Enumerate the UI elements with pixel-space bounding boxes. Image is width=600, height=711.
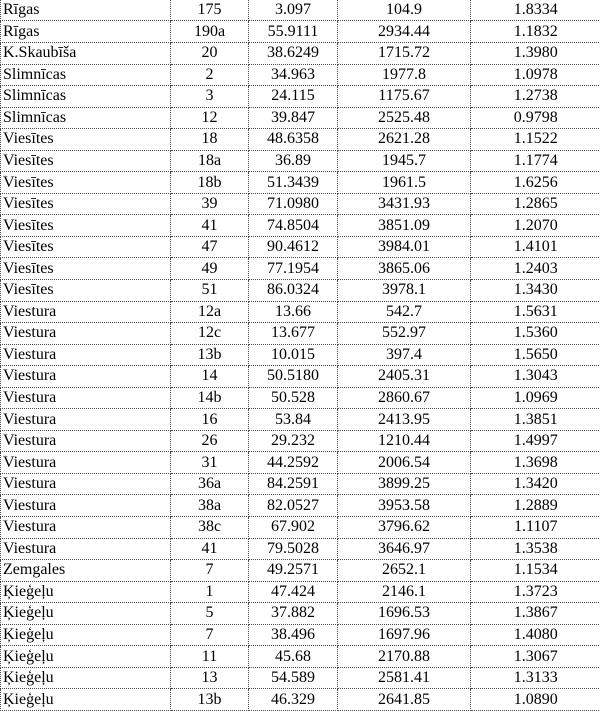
cell-value-1: 71.0980 bbox=[249, 193, 338, 215]
cell-street-name: Viesītes bbox=[1, 258, 171, 280]
cell-house-number: 13b bbox=[171, 344, 249, 366]
cell-value-3: 1.0969 bbox=[471, 387, 600, 409]
cell-value-3: 1.0890 bbox=[471, 689, 600, 711]
cell-value-1: 84.2591 bbox=[249, 473, 338, 495]
cell-value-2: 1210.44 bbox=[338, 430, 471, 452]
cell-house-number: 11 bbox=[171, 646, 249, 668]
table-row bbox=[1, 150, 600, 172]
cell-house-number: 47 bbox=[171, 236, 249, 258]
cell-house-number: 18b bbox=[171, 172, 249, 194]
table-row bbox=[1, 495, 600, 517]
cell-value-3: 1.6256 bbox=[471, 172, 600, 194]
cell-house-number: 49 bbox=[171, 258, 249, 280]
cell-value-3: 1.3538 bbox=[471, 538, 600, 560]
table-row bbox=[1, 64, 600, 86]
cell-value-2: 1696.53 bbox=[338, 603, 471, 625]
cell-value-1: 82.0527 bbox=[249, 495, 338, 517]
cell-street-name: Viestura bbox=[1, 301, 171, 323]
cell-street-name: Viesītes bbox=[1, 279, 171, 301]
cell-value-2: 2525.48 bbox=[338, 107, 471, 129]
cell-value-1: 36.89 bbox=[249, 150, 338, 172]
table-body bbox=[1, 0, 600, 711]
cell-value-2: 542.7 bbox=[338, 301, 471, 323]
cell-value-2: 3796.62 bbox=[338, 516, 471, 538]
cell-value-3: 1.2738 bbox=[471, 86, 600, 108]
cell-house-number: 41 bbox=[171, 215, 249, 237]
cell-street-name: Viestura bbox=[1, 452, 171, 474]
cell-house-number: 38a bbox=[171, 495, 249, 517]
cell-value-1: 3.097 bbox=[249, 0, 338, 21]
cell-value-3: 1.3723 bbox=[471, 581, 600, 603]
cell-house-number: 36a bbox=[171, 473, 249, 495]
cell-value-1: 29.232 bbox=[249, 430, 338, 452]
cell-street-name: Viestura bbox=[1, 473, 171, 495]
cell-house-number: 7 bbox=[171, 560, 249, 582]
cell-value-1: 74.8504 bbox=[249, 215, 338, 237]
cell-house-number: 20 bbox=[171, 42, 249, 64]
table-row bbox=[1, 473, 600, 495]
table-row bbox=[1, 560, 600, 582]
table-row bbox=[1, 193, 600, 215]
cell-house-number: 7 bbox=[171, 624, 249, 646]
cell-value-2: 2641.85 bbox=[338, 689, 471, 711]
cell-value-2: 552.97 bbox=[338, 323, 471, 345]
table-row bbox=[1, 387, 600, 409]
table-row bbox=[1, 624, 600, 646]
cell-value-3: 1.3867 bbox=[471, 603, 600, 625]
cell-street-name: Rīgas bbox=[1, 21, 171, 43]
cell-value-3: 1.2865 bbox=[471, 193, 600, 215]
cell-house-number: 26 bbox=[171, 430, 249, 452]
cell-value-2: 1977.8 bbox=[338, 64, 471, 86]
cell-value-3: 1.2889 bbox=[471, 495, 600, 517]
cell-house-number: 51 bbox=[171, 279, 249, 301]
cell-value-1: 53.84 bbox=[249, 409, 338, 431]
cell-house-number: 3 bbox=[171, 86, 249, 108]
cell-street-name: Viestura bbox=[1, 387, 171, 409]
table-row bbox=[1, 409, 600, 431]
cell-house-number: 1 bbox=[171, 581, 249, 603]
cell-value-1: 47.424 bbox=[249, 581, 338, 603]
cell-value-3: 1.4997 bbox=[471, 430, 600, 452]
cell-value-2: 2006.54 bbox=[338, 452, 471, 474]
cell-value-2: 1697.96 bbox=[338, 624, 471, 646]
cell-street-name: K.Skaubīša bbox=[1, 42, 171, 64]
cell-house-number: 18 bbox=[171, 129, 249, 151]
cell-house-number: 18a bbox=[171, 150, 249, 172]
cell-street-name: Ķieģeļu bbox=[1, 667, 171, 689]
table-row bbox=[1, 258, 600, 280]
table-row bbox=[1, 452, 600, 474]
cell-value-2: 2581.41 bbox=[338, 667, 471, 689]
table-row bbox=[1, 42, 600, 64]
table-row bbox=[1, 236, 600, 258]
cell-value-3: 1.3430 bbox=[471, 279, 600, 301]
cell-value-1: 79.5028 bbox=[249, 538, 338, 560]
table-row bbox=[1, 603, 600, 625]
cell-value-1: 37.882 bbox=[249, 603, 338, 625]
cell-value-1: 55.9111 bbox=[249, 21, 338, 43]
cell-value-3: 1.5360 bbox=[471, 323, 600, 345]
cell-value-3: 1.3043 bbox=[471, 366, 600, 388]
cell-value-2: 1961.5 bbox=[338, 172, 471, 194]
cell-value-3: 1.1774 bbox=[471, 150, 600, 172]
cell-house-number: 13b bbox=[171, 689, 249, 711]
cell-value-1: 49.2571 bbox=[249, 560, 338, 582]
table-row bbox=[1, 21, 600, 43]
cell-house-number: 175 bbox=[171, 0, 249, 21]
table-row bbox=[1, 323, 600, 345]
table-row bbox=[1, 366, 600, 388]
cell-value-2: 104.9 bbox=[338, 0, 471, 21]
cell-value-2: 397.4 bbox=[338, 344, 471, 366]
cell-value-1: 51.3439 bbox=[249, 172, 338, 194]
cell-house-number: 12c bbox=[171, 323, 249, 345]
cell-value-2: 2621.28 bbox=[338, 129, 471, 151]
cell-value-1: 90.4612 bbox=[249, 236, 338, 258]
cell-street-name: Viesītes bbox=[1, 215, 171, 237]
cell-value-2: 2405.31 bbox=[338, 366, 471, 388]
cell-value-2: 2652.1 bbox=[338, 560, 471, 582]
cell-street-name: Viestura bbox=[1, 516, 171, 538]
cell-value-1: 50.5180 bbox=[249, 366, 338, 388]
table-row bbox=[1, 430, 600, 452]
cell-value-3: 1.3851 bbox=[471, 409, 600, 431]
cell-house-number: 14 bbox=[171, 366, 249, 388]
cell-value-2: 1175.67 bbox=[338, 86, 471, 108]
cell-street-name: Viestura bbox=[1, 409, 171, 431]
cell-street-name: Ķieģeļu bbox=[1, 689, 171, 711]
cell-street-name: Viestura bbox=[1, 430, 171, 452]
table-row bbox=[1, 107, 600, 129]
cell-value-3: 1.2070 bbox=[471, 215, 600, 237]
cell-street-name: Viesītes bbox=[1, 172, 171, 194]
cell-value-3: 1.1832 bbox=[471, 21, 600, 43]
cell-street-name: Viestura bbox=[1, 323, 171, 345]
cell-value-1: 10.015 bbox=[249, 344, 338, 366]
cell-value-3: 1.5631 bbox=[471, 301, 600, 323]
cell-value-3: 1.3420 bbox=[471, 473, 600, 495]
cell-street-name: Rīgas bbox=[1, 0, 171, 21]
cell-value-3: 1.8334 bbox=[471, 0, 600, 21]
cell-value-3: 1.2403 bbox=[471, 258, 600, 280]
cell-value-3: 1.5650 bbox=[471, 344, 600, 366]
cell-street-name: Viestura bbox=[1, 495, 171, 517]
cell-value-2: 1715.72 bbox=[338, 42, 471, 64]
cell-value-2: 3953.58 bbox=[338, 495, 471, 517]
cell-value-1: 67.902 bbox=[249, 516, 338, 538]
cell-value-1: 38.6249 bbox=[249, 42, 338, 64]
cell-street-name: Slimnīcas bbox=[1, 86, 171, 108]
table-row bbox=[1, 0, 600, 21]
cell-house-number: 12 bbox=[171, 107, 249, 129]
table-row bbox=[1, 172, 600, 194]
cell-house-number: 39 bbox=[171, 193, 249, 215]
cell-street-name: Slimnīcas bbox=[1, 64, 171, 86]
cell-value-1: 13.66 bbox=[249, 301, 338, 323]
table-row bbox=[1, 86, 600, 108]
cell-value-3: 1.4080 bbox=[471, 624, 600, 646]
cell-value-1: 39.847 bbox=[249, 107, 338, 129]
cell-house-number: 38c bbox=[171, 516, 249, 538]
cell-house-number: 16 bbox=[171, 409, 249, 431]
cell-street-name: Viesītes bbox=[1, 129, 171, 151]
cell-value-3: 1.0978 bbox=[471, 64, 600, 86]
cell-house-number: 31 bbox=[171, 452, 249, 474]
cell-value-3: 1.3980 bbox=[471, 42, 600, 64]
cell-value-2: 3851.09 bbox=[338, 215, 471, 237]
table-row bbox=[1, 516, 600, 538]
cell-value-3: 1.1107 bbox=[471, 516, 600, 538]
table-row bbox=[1, 581, 600, 603]
cell-street-name: Viesītes bbox=[1, 193, 171, 215]
cell-value-3: 1.3133 bbox=[471, 667, 600, 689]
cell-value-2: 2146.1 bbox=[338, 581, 471, 603]
cell-value-2: 3431.93 bbox=[338, 193, 471, 215]
cell-street-name: Zemgales bbox=[1, 560, 171, 582]
cell-value-1: 38.496 bbox=[249, 624, 338, 646]
cell-house-number: 12a bbox=[171, 301, 249, 323]
cell-value-1: 13.677 bbox=[249, 323, 338, 345]
cell-house-number: 14b bbox=[171, 387, 249, 409]
cell-street-name: Slimnīcas bbox=[1, 107, 171, 129]
cell-house-number: 13 bbox=[171, 667, 249, 689]
table-row bbox=[1, 344, 600, 366]
cell-value-1: 50.528 bbox=[249, 387, 338, 409]
cell-street-name: Viestura bbox=[1, 344, 171, 366]
cell-value-3: 1.3067 bbox=[471, 646, 600, 668]
cell-value-3: 1.1522 bbox=[471, 129, 600, 151]
cell-value-1: 44.2592 bbox=[249, 452, 338, 474]
table-row bbox=[1, 538, 600, 560]
cell-house-number: 41 bbox=[171, 538, 249, 560]
cell-value-2: 3899.25 bbox=[338, 473, 471, 495]
cell-value-1: 48.6358 bbox=[249, 129, 338, 151]
cell-value-1: 34.963 bbox=[249, 64, 338, 86]
cell-value-2: 3865.06 bbox=[338, 258, 471, 280]
cell-value-2: 2170.88 bbox=[338, 646, 471, 668]
table-row bbox=[1, 646, 600, 668]
cell-value-1: 46.329 bbox=[249, 689, 338, 711]
table-row bbox=[1, 667, 600, 689]
cell-house-number: 190a bbox=[171, 21, 249, 43]
cell-value-1: 86.0324 bbox=[249, 279, 338, 301]
table-row bbox=[1, 279, 600, 301]
cell-value-1: 45.68 bbox=[249, 646, 338, 668]
cell-street-name: Ķieģeļu bbox=[1, 624, 171, 646]
cell-street-name: Viestura bbox=[1, 366, 171, 388]
table-row bbox=[1, 689, 600, 711]
cell-street-name: Ķieģeļu bbox=[1, 603, 171, 625]
cell-street-name: Ķieģeļu bbox=[1, 581, 171, 603]
cell-value-2: 3984.01 bbox=[338, 236, 471, 258]
table-row bbox=[1, 301, 600, 323]
cell-value-2: 2934.44 bbox=[338, 21, 471, 43]
cell-value-2: 1945.7 bbox=[338, 150, 471, 172]
cell-value-2: 2413.95 bbox=[338, 409, 471, 431]
cell-house-number: 2 bbox=[171, 64, 249, 86]
cell-value-2: 3978.1 bbox=[338, 279, 471, 301]
cell-street-name: Ķieģeļu bbox=[1, 646, 171, 668]
cell-value-3: 0.9798 bbox=[471, 107, 600, 129]
cell-street-name: Viestura bbox=[1, 538, 171, 560]
cell-street-name: Viesītes bbox=[1, 150, 171, 172]
cell-value-2: 3646.97 bbox=[338, 538, 471, 560]
cell-value-3: 1.3698 bbox=[471, 452, 600, 474]
cell-house-number: 5 bbox=[171, 603, 249, 625]
table-row bbox=[1, 215, 600, 237]
cell-street-name: Viesītes bbox=[1, 236, 171, 258]
cell-value-3: 1.4101 bbox=[471, 236, 600, 258]
cell-value-1: 54.589 bbox=[249, 667, 338, 689]
cell-value-1: 77.1954 bbox=[249, 258, 338, 280]
cell-value-3: 1.1534 bbox=[471, 560, 600, 582]
cell-value-1: 24.115 bbox=[249, 86, 338, 108]
cell-value-2: 2860.67 bbox=[338, 387, 471, 409]
table-row bbox=[1, 129, 600, 151]
